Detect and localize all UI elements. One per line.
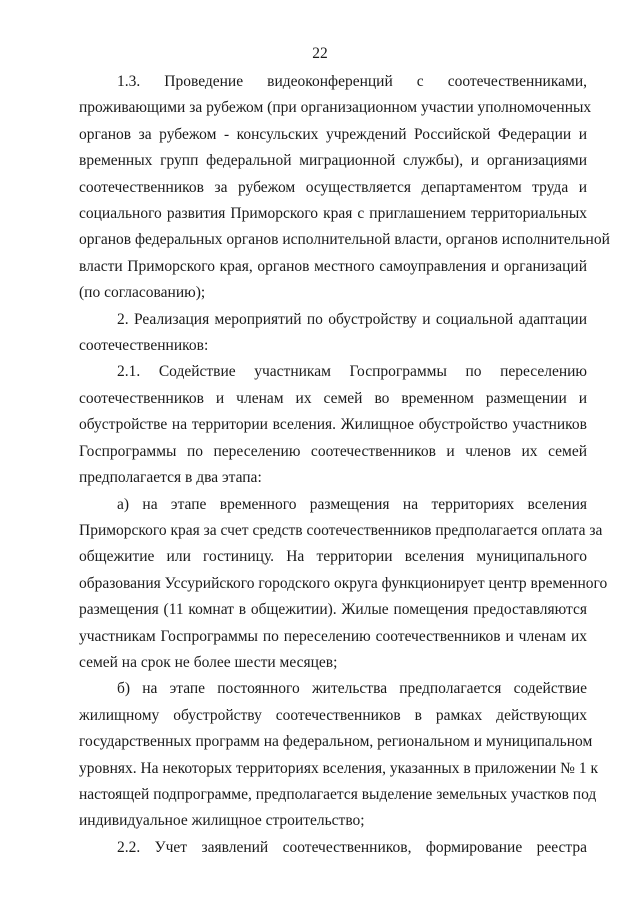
text-line: соотечественников и членам их семей во временном размещении и [79, 389, 587, 407]
text-line: б) на этапе постоянного жительства предполагается содействие [117, 680, 587, 698]
text-line: соотечественников за рубежом осуществляется департаментом труда и [79, 178, 587, 196]
text-line: семей на срок не более шести месяцев; [79, 653, 338, 671]
text-line: а) на этапе временного размещения на территориях вселения [117, 495, 587, 513]
text-line: предполагается в два этапа: [79, 469, 262, 487]
paragraph-a [79, 492, 608, 677]
text-line: Приморского края за счет средств соотечественников предполагается оплата за [79, 521, 603, 539]
paragraph-b [79, 676, 598, 834]
text-line: временных групп федеральной миграционной службы), и организациями [79, 152, 587, 170]
text-line: государственных программ на федеральном, региональном и муниципальном [79, 733, 593, 751]
text-line: проживающими за рубежом (при организационном участии уполномоченных [79, 99, 592, 117]
paragraph-2-1 [79, 359, 587, 491]
text-line: (по согласованию); [79, 284, 206, 302]
text-line: уровнях. На некоторых территориях вселения, указанных в приложении № 1 к [79, 759, 598, 777]
paragraph-2-2 [79, 835, 587, 861]
text-line: образования Уссурийского городского округа функционирует центр временного [79, 574, 608, 592]
text-line: 2. Реализация мероприятий по обустройству и социальной адаптации [117, 310, 587, 328]
text-line: 2.1. Содействие участникам Госпрограммы по переселению [117, 363, 587, 381]
text-line: органов за рубежом - консульских учреждений Российской Федерации и [79, 125, 587, 143]
page-number: 22 [312, 45, 328, 62]
text-line: индивидуальное жилищное строительство; [79, 812, 365, 830]
text-line: социального развития Приморского края с приглашением территориальных [79, 205, 587, 223]
paragraph-1-3 [79, 69, 610, 307]
text-line: органов федеральных органов исполнительной власти, органов исполнительной [79, 231, 610, 249]
paragraph-2 [79, 307, 587, 360]
text-line: власти Приморского края, органов местного самоуправления и организаций [79, 257, 587, 275]
text-line: обустройстве на территории вселения. Жилищное обустройство участников [79, 416, 587, 434]
text-line: 2.2. Учет заявлений соотечественников, формирование реестра [117, 838, 587, 856]
text-line: 1.3. Проведение видеоконференций с соотечественниками, [117, 73, 587, 90]
text-line: общежитие или гостиницу. На территории вселения муниципального [79, 548, 587, 566]
text-line: Госпрограммы по переселению соотечественников и членов их семей [79, 442, 587, 460]
text-line: участникам Госпрограммы по переселению соотечественников и членам их [79, 627, 587, 645]
text-line: размещения (11 комнат в общежитии). Жилые помещения предоставляются [79, 601, 587, 619]
text-line: настоящей подпрограмме, предполагается выделение земельных участков под [79, 785, 597, 803]
text-line: соотечественников: [79, 337, 209, 355]
text-line: жилищному обустройству соотечественников в рамках действующих [79, 706, 587, 724]
document-body [79, 69, 610, 861]
